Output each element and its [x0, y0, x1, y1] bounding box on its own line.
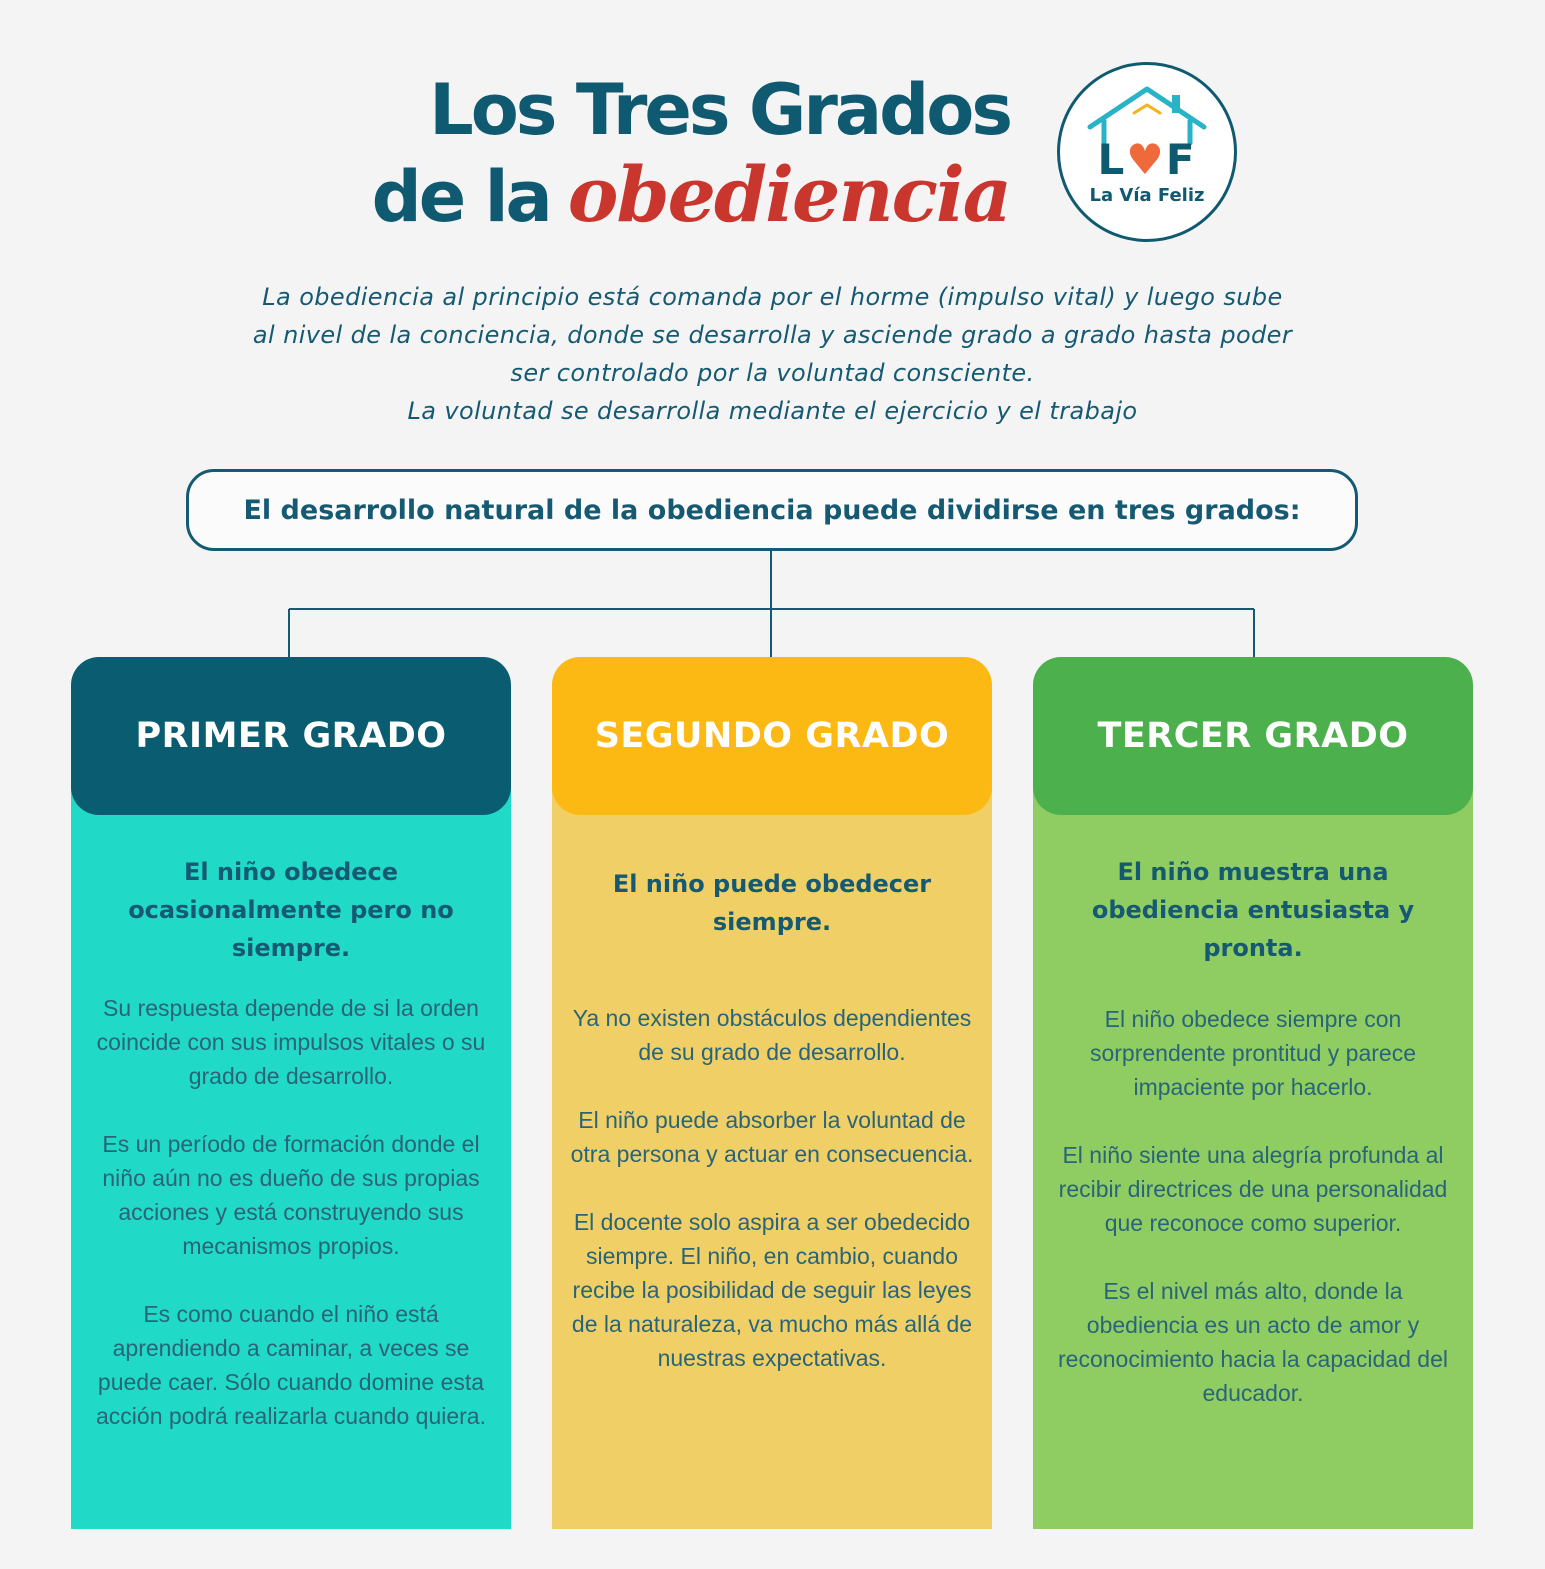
intro-line: ser controlado por la voluntad consciente. — [510, 359, 1035, 387]
column-paragraph: Es un período de formación donde el niño aún no es dueño de sus propias acciones y está construyendo sus mecanismos propios. — [102, 1131, 480, 1259]
column-title: El niño obedece ocasionalmente pero no siempre. — [128, 858, 454, 962]
column-paragraph: Su respuesta depende de si la orden coincide con sus impulsos vitales o su grado de desarrollo. — [96, 995, 486, 1089]
column-paragraph: El docente solo aspira a ser obedecido siempre. El niño, en cambio, cuando recibe la posibilidad de seguir las leyes de la naturaleza, va mucho más allá de nuestras expectativas. — [571, 1209, 973, 1371]
column-header: SEGUNDO GRADO — [552, 657, 992, 815]
logo-letter-l: L — [1097, 135, 1127, 184]
logo-letter-f: F — [1165, 135, 1197, 184]
column-title: El niño puede obedecer siempre. — [612, 870, 932, 936]
division-heading-box: El desarrollo natural de la obediencia puede dividirse en tres grados: — [186, 469, 1358, 551]
column-header: PRIMER GRADO — [71, 657, 511, 815]
column-paragraph: El niño puede absorber la voluntad de otra persona y actuar en consecuencia. — [570, 1107, 974, 1167]
intro-line: La obediencia al principio está comanda por el horme (impulso vital) y luego sube — [262, 283, 1283, 311]
title-script-word: obediencia — [567, 150, 1010, 239]
column-paragraph: El niño obedece siempre con sorprendente prontitud y parece impaciente por hacerlo. — [1089, 1006, 1417, 1100]
intro-line: La voluntad se desarrolla mediante el ejercicio y el trabajo — [407, 397, 1138, 425]
column-header: TERCER GRADO — [1033, 657, 1473, 815]
title-line-2-prefix: de la — [371, 156, 550, 238]
column-title: El niño muestra una obediencia entusiasta y pronta. — [1091, 858, 1415, 962]
column-text — [1051, 1002, 1455, 1444]
tree-connectors — [0, 0, 1545, 700]
title-line-1: Los Tres Grados — [429, 69, 1010, 151]
column-paragraph: Es como cuando el niño está aprendiendo a caminar, a veces se puede caer. Sólo cuando domine esta acción podrá realizarla cuando quiera. — [96, 1301, 486, 1429]
intro-line: al nivel de la conciencia, donde se desarrolla y asciende grado a grado hasta poder — [252, 321, 1293, 349]
column-paragraph: El niño siente una alegría profunda al recibir directrices de una personalidad que reconoce como superior. — [1058, 1142, 1448, 1236]
heart-icon: ♥ — [1126, 135, 1166, 184]
logo-name: La Vía Feliz — [1089, 185, 1205, 206]
column-text — [89, 991, 493, 1467]
column-paragraph: Es el nivel más alto, donde la obediencia es un acto de amor y reconocimiento hacia la capacidad del educador. — [1058, 1278, 1448, 1406]
column-text — [570, 1001, 974, 1409]
column-paragraph: Ya no existen obstáculos dependientes de su grado de desarrollo. — [572, 1005, 972, 1065]
